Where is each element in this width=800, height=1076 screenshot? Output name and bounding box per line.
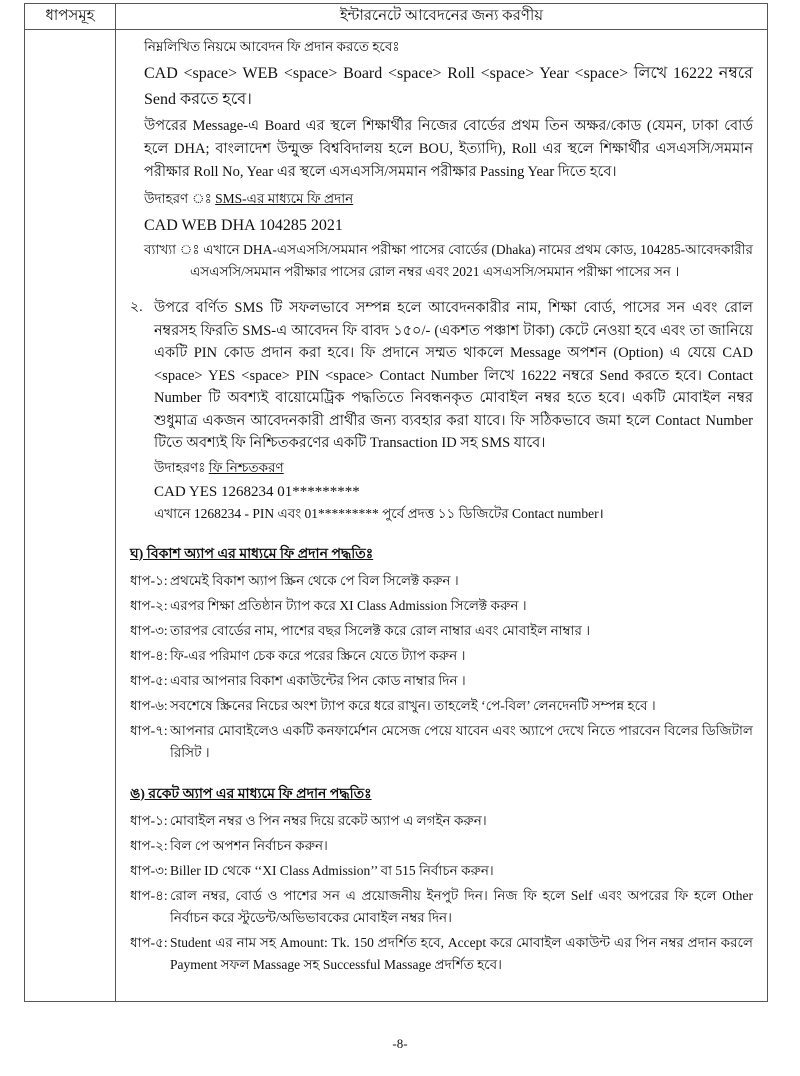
rocket-step-2	[130, 835, 753, 857]
step-text: রোল নম্বর, বোর্ড ও পাশের সন এ প্রয়োজনীয় ইনপুট দিন। নিজ ফি হলে Self এবং অপরের ফি হলে Other নির্বাচন করে স্টুডেন্ট/অভিভাবকের মোবাইল নম্বর দিন।	[170, 887, 753, 925]
example2-code: CAD YES 1268234 01*********	[154, 483, 360, 500]
step-label: ধাপ-৪:	[130, 887, 168, 903]
example2-heading	[154, 457, 753, 478]
example1-explain: ব্যাখ্যা ঃ এখানে DHA-এসএসসি/সমমান পরীক্ষা পাসের বোর্ডের (Dhaka) নামের প্রথম কোড, 104285-আবেদকারীর এসএসসি/সমমান পরীক্ষার পাসের রোল নম্বর এবং 2021 এসএসসি/সমমান পরীক্ষা পাসের সন ।	[144, 242, 753, 279]
intro-text: নিম্নলিখিত নিয়মে আবেদন ফি প্রদান করতে হবেঃ	[144, 39, 400, 54]
point-2	[130, 297, 753, 455]
step-label: ধাপ-৩:	[130, 862, 168, 878]
point-2-number: ২.	[130, 300, 143, 315]
table-row	[25, 30, 768, 1002]
example1-label: উদাহরণ ঃ	[144, 191, 216, 206]
step-text: এবার আপনার বিকাশ একাউন্টের পিন কোড নাম্বার দিন ।	[170, 672, 466, 688]
header-online-instructions: ইন্টারনেটে আবেদনের জন্য করণীয়	[116, 4, 768, 30]
bkash-step-1	[130, 570, 753, 592]
rocket-section-title: ঙ) রকেট অ্যাপ এর মাধ্যমে ফি প্রদান পদ্ধতিঃ	[130, 786, 372, 802]
example2-title: ফি নিশ্চতকরণ	[208, 459, 284, 475]
step-label: ধাপ-১:	[130, 812, 168, 828]
step-label: ধাপ-৪:	[130, 647, 168, 663]
step-text: ফি-এর পরিমাণ চেক করে পরের স্ক্রিনে যেতে ট্যাপ করুন ।	[170, 647, 466, 663]
rocket-step-5	[130, 932, 753, 976]
step-label: ধাপ-২:	[130, 597, 168, 613]
step-text: প্রথমেই বিকাশ অ্যাপ স্ক্রিন থেকে পে বিল সিলেক্ট করুন ।	[170, 572, 459, 588]
step-text: Biller ID থেকে ‘‘XI Class Admission’’ বা 515 নির্বাচন করুন।	[170, 862, 494, 878]
bkash-step-5	[130, 670, 753, 692]
bkash-step-2	[130, 595, 753, 617]
example1-code: CAD WEB DHA 104285 2021	[144, 217, 343, 234]
bkash-step-7	[130, 720, 753, 764]
step-text: মোবাইল নম্বর ও পিন নম্বর দিয়ে রকেট অ্যাপ এ লগইন করুন।	[170, 812, 487, 828]
point-2-text: উপরে বর্ণিত SMS টি সফলভাবে সম্পন্ন হলে আবেদনকারীর নাম, শিক্ষা বোর্ড, পাসের সন এবং রোল নম্বরসহ ফিরতি SMS-এ আবেদন ফি বাবদ ১৫০/- (একশত পঞ্চাশ টাকা) কেটে নেওয়া হবে এবং তা জানিয়ে একটি PIN কোড প্রদান করা হবে। ফি প্রদানে সম্মত থাকলে Message অপশন (Option) এ যেয়ে CAD <space> YES <space> PIN <space> Contact Number লিখে 16222 নম্বরে Send করতে হবে। Contact Number টি অবশ্যই বায়োমেট্রিক পদ্ধতিতে নিবন্ধনকৃত মোবাইল নম্বর হতে হবে। একটি মোবাইল নম্বর শুধুমাত্র একজন আবেদনকারী প্রার্থীর জন্য ব্যবহার করা যাবে। ফি সঠিকভাবে জমা হলে Contact Number টিতে অবশ্যই ফি নিশ্চিতকরণের একটি Transaction ID সহ SMS যাবে।	[154, 300, 753, 451]
step-text: Student এর নাম সহ Amount: Tk. 150 প্রদর্শিত হবে, Accept করে মোবাইল একাউন্ট এর পিন নম্বর প্রদান করলে Payment সফল Massage সহ Successful Massage প্রদর্শিত হবে।	[170, 934, 753, 972]
steps-cell	[25, 30, 116, 1002]
step-text: তারপর বোর্ডের নাম, পাশের বছর সিলেক্ট করে রোল নাম্বার এবং মোবাইল নাম্বার ।	[170, 622, 591, 638]
step-label: ধাপ-৬:	[130, 697, 168, 713]
bkash-step-4	[130, 645, 753, 667]
rocket-steps	[130, 810, 753, 976]
bkash-steps	[130, 570, 753, 764]
header-steps: ধাপসমূহ	[25, 4, 116, 30]
bkash-section-title: ঘ) বিকাশ অ্যাপ এর মাধ্যমে ফি প্রদান পদ্ধতিঃ	[130, 546, 374, 562]
page-number: -8-	[392, 1036, 408, 1051]
example2-label: উদাহরণঃ	[154, 459, 209, 475]
step-text: এরপর শিক্ষা প্রতিষ্ঠান ট্যাপ করে XI Class Admission সিলেক্ট করুন ।	[170, 597, 527, 613]
step-label: ধাপ-২:	[130, 837, 168, 853]
example2-explain: এখানে 1268234 - PIN এবং 01********* পুর্বে প্রদত্ত ১১ ডিজিটের Contact number।	[154, 505, 604, 521]
table-header-row	[25, 4, 768, 30]
step-label: ধাপ-৫:	[130, 672, 168, 688]
rocket-step-1	[130, 810, 753, 832]
step-label: ধাপ-১:	[130, 572, 168, 588]
bkash-step-3	[130, 620, 753, 642]
content-cell	[116, 30, 768, 1002]
example1-heading	[144, 188, 753, 209]
board-explain-text: উপরের Message-এ Board এর স্থলে শিক্ষার্থীর নিজের বোর্ডের প্রথম তিন অক্ষর/কোড (যেমন, ঢাকা বোর্ড হলে DHA; বাংলাদেশ উন্মুক্ত বিশ্ববিদালয় হলে BOU, ইত্যাদি), Roll এর স্থলে শিক্ষার্থীর এসএসসি/সমমান পরীক্ষার Roll No, Year এর স্থলে এসএসসি/সমমান পরীক্ষার Passing Year দিতে হবে।	[144, 118, 753, 180]
instructions-table	[24, 3, 768, 1002]
rocket-step-4	[130, 885, 753, 929]
step-text: বিল পে অপশন নির্বাচন করুন।	[170, 837, 328, 853]
sms-format-text: CAD <space> WEB <space> Board <space> Roll <space> Year <space> লিখে 16222 নম্বরে Send করতে হবে।	[144, 65, 753, 108]
step-label: ধাপ-৭:	[130, 722, 168, 738]
step-label: ধাপ-৩:	[130, 622, 168, 638]
step-label: ধাপ-৫:	[130, 934, 168, 950]
step-text: সবশেষে স্ক্রিনের নিচের অংশ ট্যাপ করে ধরে রাখুন। তাহলেই ‘পে-বিল’ লেনদেনটি সম্পন্ন হবে ।	[170, 697, 656, 713]
rocket-step-3	[130, 860, 753, 882]
example2-block	[154, 457, 753, 524]
bkash-step-6	[130, 695, 753, 717]
step-text: আপনার মোবাইলেও একটি কনফার্মেশন মেসেজ পেয়ে যাবেন এবং অ্যাপে দেখে নিতে পারবেন বিলের ডিজিটাল রিসিট ।	[170, 722, 753, 760]
example1-title: SMS-এর মাধ্যমে ফি প্রদান	[215, 191, 354, 206]
